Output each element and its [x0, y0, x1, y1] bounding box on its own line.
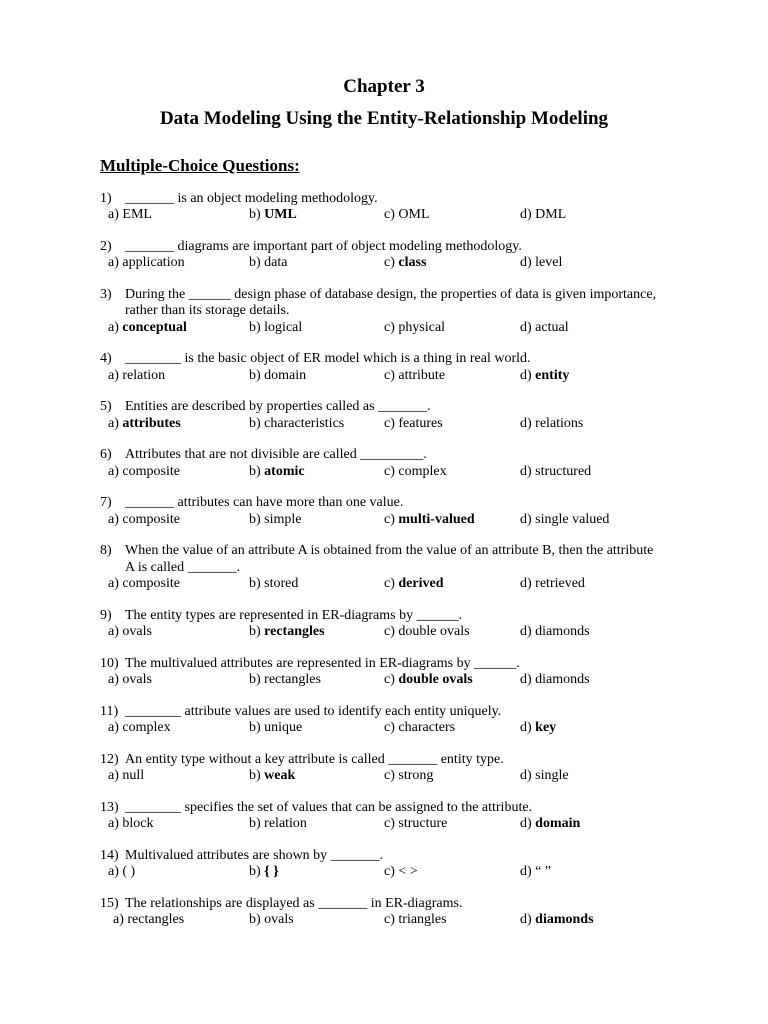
option-value: composite	[122, 576, 180, 592]
option-letter: d)	[520, 816, 536, 832]
answer-options	[0, 720, 768, 736]
question-number: 2)	[100, 238, 112, 254]
answer-option	[384, 720, 455, 736]
question-number: 3)	[100, 286, 112, 302]
answer-option	[384, 207, 430, 223]
question-item	[0, 800, 768, 833]
option-letter: a)	[108, 816, 123, 832]
answer-option	[520, 207, 566, 223]
option-letter: b)	[249, 768, 265, 784]
option-letter: c)	[384, 624, 399, 640]
question-text-line	[0, 608, 768, 624]
option-value: ( )	[122, 864, 136, 880]
option-letter: d)	[520, 255, 536, 271]
correct-answer-value: multi-valued	[398, 511, 475, 527]
correct-answer-value: diamonds	[535, 912, 594, 927]
question-item	[0, 752, 768, 785]
option-value: retrieved	[535, 576, 585, 592]
answer-option	[384, 816, 447, 832]
option-value: attribute	[398, 367, 446, 383]
question-number: 1)	[100, 191, 112, 206]
correct-answer-value: conceptual	[122, 319, 187, 335]
option-value: actual	[535, 319, 569, 335]
option-letter: d)	[520, 367, 536, 383]
question-text-line	[0, 704, 768, 720]
question-item	[0, 447, 768, 480]
question-number: 6)	[100, 447, 112, 463]
option-value: application	[122, 255, 185, 271]
option-value: block	[122, 816, 154, 832]
answer-option	[108, 816, 154, 832]
answer-options	[0, 864, 768, 880]
option-value: composite	[122, 463, 180, 479]
option-letter: c)	[384, 511, 399, 527]
option-value: level	[535, 255, 563, 271]
correct-answer-value: attributes	[122, 415, 181, 431]
answer-options	[0, 368, 768, 384]
option-value: structured	[535, 463, 592, 479]
option-letter: c)	[384, 319, 399, 335]
answer-option	[108, 512, 180, 528]
option-letter: d)	[520, 207, 536, 223]
question-text-continuation: A is called _______.	[125, 559, 241, 575]
option-letter: d)	[520, 463, 536, 479]
question-text-line	[0, 287, 768, 303]
question-text: An entity type without a key attribute is called _______ entity type.	[125, 751, 504, 767]
option-letter: b)	[249, 415, 265, 431]
question-text-continuation: rather than its storage details.	[125, 303, 290, 319]
section-heading: Multiple-Choice Questions:	[100, 156, 300, 175]
answer-option	[384, 512, 475, 528]
answer-options	[0, 207, 768, 223]
option-letter: c)	[384, 816, 399, 832]
option-letter: d)	[520, 912, 536, 927]
question-text: _______ is an object modeling methodology.	[125, 191, 378, 206]
answer-options	[0, 416, 768, 432]
option-letter: a)	[108, 864, 123, 880]
option-letter: b)	[249, 511, 265, 527]
option-value: double ovals	[398, 624, 470, 640]
question-text-line	[0, 800, 768, 816]
answer-option	[384, 768, 433, 784]
answer-option	[108, 672, 152, 688]
question-text-line	[0, 543, 768, 559]
answer-option	[249, 255, 288, 271]
question-item	[0, 191, 768, 224]
answer-option	[384, 320, 445, 336]
correct-answer-value: domain	[535, 816, 581, 832]
option-value: logical	[264, 319, 303, 335]
question-text-line	[0, 848, 768, 864]
question-list	[0, 191, 768, 944]
question-item	[0, 704, 768, 737]
answer-option	[520, 464, 591, 480]
answer-option	[384, 464, 447, 480]
question-text: _______ attributes can have more than one value.	[125, 495, 404, 511]
answer-option	[249, 320, 302, 336]
question-text: ________ is the basic object of ER model which is a thing in real world.	[125, 351, 531, 367]
question-text: When the value of an attribute A is obtained from the value of an attribute B, then the attribute	[125, 543, 654, 559]
question-text: During the ______ design phase of database design, the properties of data is given importance,	[125, 286, 657, 302]
answer-option	[249, 416, 344, 432]
question-text-line	[0, 191, 768, 207]
answer-option	[249, 464, 305, 480]
answer-option	[520, 816, 580, 832]
answer-option	[520, 864, 551, 880]
option-value: physical	[398, 319, 446, 335]
option-letter: b)	[249, 255, 265, 271]
question-text: The multivalued attributes are represented in ER-diagrams by ______.	[125, 655, 520, 671]
option-letter: d)	[520, 319, 536, 335]
option-letter: a)	[108, 255, 123, 271]
question-text-line	[0, 447, 768, 463]
option-value: rectangles	[264, 672, 321, 688]
option-value: strong	[398, 768, 434, 784]
correct-answer-value: rectangles	[264, 624, 325, 640]
option-letter: c)	[384, 463, 399, 479]
option-value: relations	[535, 415, 584, 431]
option-letter: c)	[384, 415, 399, 431]
option-letter: d)	[520, 415, 536, 431]
option-value: simple	[264, 511, 302, 527]
question-text-line	[0, 752, 768, 768]
question-item	[0, 896, 768, 929]
option-letter: b)	[249, 576, 265, 592]
option-letter: a)	[108, 672, 123, 688]
option-letter: a)	[108, 768, 123, 784]
option-value: ovals	[122, 672, 152, 688]
answer-option	[384, 624, 470, 640]
option-letter: c)	[384, 207, 399, 223]
correct-answer-value: class	[398, 255, 427, 271]
question-item	[0, 495, 768, 528]
answer-option	[384, 368, 445, 384]
question-text: ________ attribute values are used to identify each entity uniquely.	[125, 703, 502, 719]
answer-option	[249, 512, 302, 528]
option-letter: a)	[108, 624, 123, 640]
option-letter: c)	[384, 864, 399, 880]
answer-option	[108, 416, 181, 432]
answer-option	[384, 864, 418, 880]
option-letter: b)	[249, 672, 265, 688]
answer-option	[108, 720, 171, 736]
question-number: 9)	[100, 607, 112, 623]
answer-option	[384, 672, 473, 688]
correct-answer-value: key	[535, 720, 557, 736]
option-value: “ ”	[535, 864, 552, 880]
answer-options	[0, 464, 768, 480]
question-item	[0, 239, 768, 272]
answer-option	[384, 416, 443, 432]
option-letter: b)	[249, 319, 265, 335]
option-value: domain	[264, 367, 307, 383]
answer-option	[108, 464, 180, 480]
question-item	[0, 351, 768, 384]
question-number: 7)	[100, 495, 112, 511]
question-text: ________ specifies the set of values that can be assigned to the attribute.	[125, 799, 533, 815]
question-text: Entities are described by properties called as _______.	[125, 399, 431, 415]
option-value: ovals	[264, 912, 294, 927]
option-value: single valued	[535, 511, 610, 527]
option-value: relation	[264, 816, 307, 832]
option-value: features	[398, 415, 443, 431]
question-number: 13)	[100, 799, 119, 815]
option-value: single	[535, 768, 569, 784]
option-value: characteristics	[264, 415, 345, 431]
answer-options	[0, 816, 768, 832]
option-value: null	[122, 768, 145, 784]
question-text-line	[0, 896, 768, 912]
option-value: characters	[398, 720, 456, 736]
option-letter: c)	[384, 576, 399, 592]
question-text-line	[0, 399, 768, 415]
answer-option	[520, 672, 590, 688]
answer-option	[520, 624, 590, 640]
option-letter: a)	[108, 576, 123, 592]
option-value: ovals	[122, 624, 152, 640]
option-letter: a)	[108, 207, 123, 223]
answer-option	[520, 416, 583, 432]
option-letter: a)	[108, 319, 123, 335]
answer-option	[384, 912, 447, 928]
option-letter: c)	[384, 768, 399, 784]
answer-options	[0, 512, 768, 528]
option-letter: c)	[384, 367, 399, 383]
option-letter: d)	[520, 720, 536, 736]
option-value: diamonds	[535, 624, 590, 640]
option-letter: c)	[384, 255, 399, 271]
option-letter: c)	[384, 912, 399, 927]
option-letter: a)	[108, 367, 123, 383]
option-letter: b)	[249, 207, 265, 223]
option-letter: b)	[249, 864, 265, 880]
question-item	[0, 287, 768, 336]
option-letter: b)	[249, 367, 265, 383]
option-value: stored	[264, 576, 299, 592]
answer-options	[0, 912, 768, 928]
question-item	[0, 848, 768, 881]
question-text-line	[0, 495, 768, 511]
answer-option	[249, 864, 279, 880]
option-letter: b)	[249, 624, 265, 640]
option-value: rectangles	[127, 912, 185, 927]
correct-answer-value: weak	[264, 768, 296, 784]
option-letter: d)	[520, 864, 536, 880]
question-text-line	[0, 351, 768, 367]
question-number: 15)	[100, 895, 119, 911]
option-letter: a)	[108, 511, 123, 527]
option-letter: b)	[249, 816, 265, 832]
option-value: unique	[264, 720, 303, 736]
option-value: structure	[398, 816, 448, 832]
option-value: complex	[398, 463, 447, 479]
answer-option	[108, 255, 185, 271]
option-value: EML	[122, 207, 152, 223]
question-text: The entity types are represented in ER-diagrams by ______.	[125, 607, 463, 623]
question-number: 10)	[100, 655, 119, 671]
answer-option	[520, 768, 569, 784]
option-letter: c)	[384, 720, 399, 736]
page-title: Data Modeling Using the Entity-Relationship Modeling	[159, 108, 609, 129]
question-text-line	[0, 656, 768, 672]
question-text: Multivalued attributes are shown by _______.	[125, 847, 384, 863]
question-number: 5)	[100, 399, 112, 415]
answer-option	[249, 624, 325, 640]
correct-answer-value: UML	[264, 207, 297, 223]
option-letter: c)	[384, 672, 399, 688]
answer-options	[0, 768, 768, 784]
option-letter: d)	[520, 576, 536, 592]
answer-option	[249, 207, 297, 223]
option-letter: a)	[108, 463, 123, 479]
answer-option	[113, 912, 184, 928]
option-letter: d)	[520, 768, 536, 784]
answer-option	[108, 624, 152, 640]
question-text: _______ diagrams are important part of object modeling methodology.	[125, 238, 522, 254]
option-letter: a)	[113, 912, 128, 927]
answer-option	[108, 207, 152, 223]
option-letter: b)	[249, 912, 265, 927]
option-value: triangles	[398, 912, 447, 927]
answer-option	[520, 576, 585, 592]
answer-option	[108, 320, 187, 336]
answer-option	[520, 255, 562, 271]
correct-answer-value: { }	[264, 864, 279, 880]
option-letter: d)	[520, 511, 536, 527]
answer-option	[520, 720, 556, 736]
question-item	[0, 399, 768, 432]
option-letter: a)	[108, 415, 123, 431]
answer-option	[249, 672, 321, 688]
answer-option	[249, 816, 307, 832]
option-letter: b)	[249, 720, 265, 736]
option-value: complex	[122, 720, 171, 736]
option-value: OML	[398, 207, 430, 223]
answer-option	[108, 576, 180, 592]
answer-options	[0, 320, 768, 336]
question-number: 8)	[100, 543, 112, 559]
option-value: diamonds	[535, 672, 590, 688]
question-item	[0, 608, 768, 641]
question-number: 12)	[100, 751, 119, 767]
option-letter: a)	[108, 720, 123, 736]
option-value: DML	[535, 207, 567, 223]
answer-option	[108, 768, 144, 784]
answer-options	[0, 624, 768, 640]
question-item	[0, 543, 768, 592]
answer-option	[520, 912, 594, 928]
correct-answer-value: entity	[535, 367, 570, 383]
answer-option	[520, 320, 569, 336]
option-value: composite	[122, 511, 180, 527]
option-value: data	[264, 255, 288, 271]
question-number: 14)	[100, 847, 119, 863]
answer-option	[520, 368, 569, 384]
option-value: relation	[122, 367, 166, 383]
answer-option	[520, 512, 609, 528]
question-text-line	[0, 239, 768, 255]
answer-option	[249, 720, 302, 736]
option-value: < >	[398, 864, 418, 880]
answer-option	[249, 368, 306, 384]
option-letter: d)	[520, 672, 536, 688]
answer-option	[249, 912, 294, 928]
correct-answer-value: atomic	[264, 463, 305, 479]
question-number: 11)	[100, 703, 119, 719]
answer-option	[249, 768, 295, 784]
question-text: The relationships are displayed as _______ in ER-diagrams.	[125, 895, 463, 911]
question-item	[0, 656, 768, 689]
chapter-heading: Chapter 3	[343, 76, 425, 97]
answer-options	[0, 672, 768, 688]
answer-option	[384, 255, 426, 271]
answer-option	[384, 576, 444, 592]
answer-options	[0, 255, 768, 271]
option-letter: b)	[249, 463, 265, 479]
correct-answer-value: derived	[398, 576, 444, 592]
correct-answer-value: double ovals	[398, 672, 473, 688]
answer-options	[0, 576, 768, 592]
answer-option	[108, 368, 165, 384]
answer-option	[249, 576, 298, 592]
question-text: Attributes that are not divisible are called _________.	[125, 447, 427, 463]
option-letter: d)	[520, 624, 536, 640]
question-number: 4)	[100, 351, 112, 367]
answer-option	[108, 864, 135, 880]
